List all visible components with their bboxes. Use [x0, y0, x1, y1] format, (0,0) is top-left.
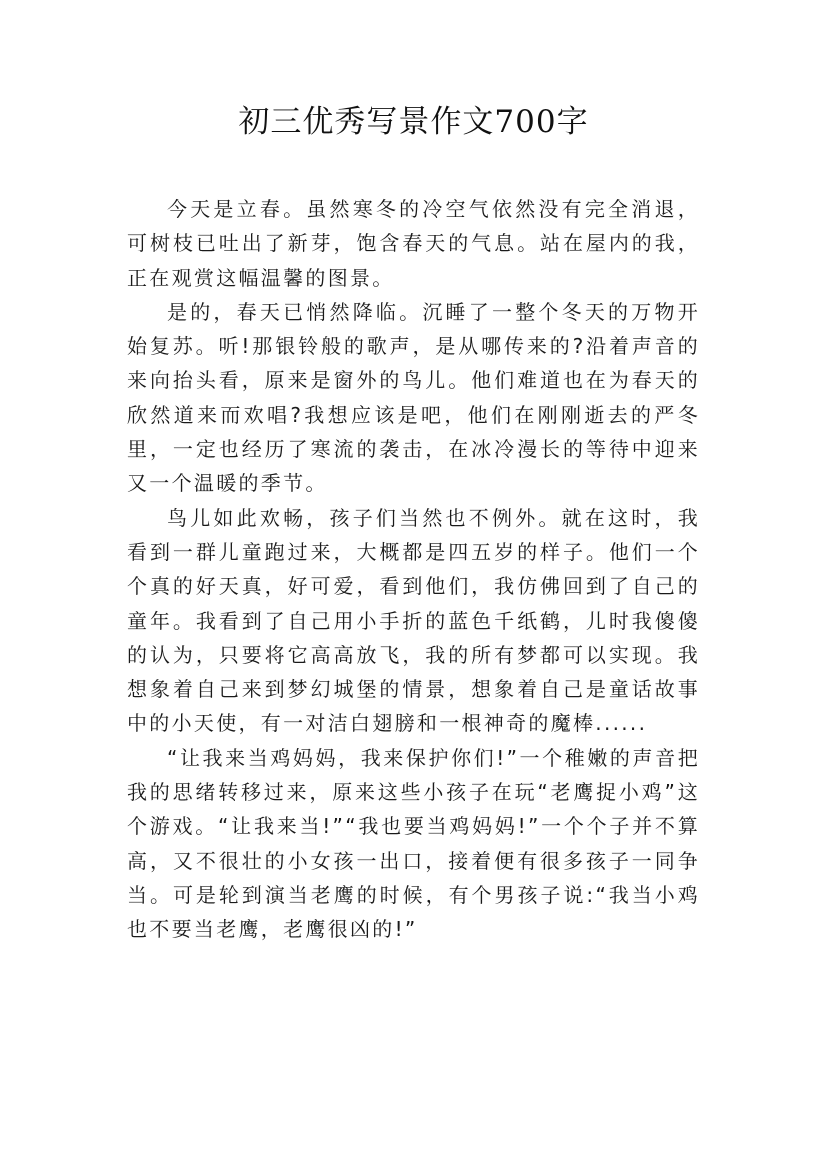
document-title: 初三优秀写景作文700字 [238, 104, 589, 140]
paragraph-1: 今天是立春。虽然寒冬的冷空气依然没有完全消退，可树枝已吐出了新芽，饱含春天的气息。站在屋内的我，正在观赏这幅温馨的图景。 [127, 197, 700, 290]
paragraph-3: 鸟儿如此欢畅，孩子们当然也不例外。就在这时，我看到一群儿童跑过来，大概都是四五岁的样子。他们一个个真的好天真，好可爱，看到他们，我仿佛回到了自己的童年。我看到了自己用小手折的蓝色千纸鹤，儿时我傻傻的认为，只要将它高高放飞，我的所有梦都可以实现。我想象着自己来到梦幻城堡的情景，想象着自己是童话故事中的小天使，有一对洁白翅膀和一根神奇的魔棒...... [127, 505, 700, 736]
document-body [127, 192, 700, 947]
paragraph-2: 是的，春天已悄然降临。沉睡了一整个冬天的万物开始复苏。听!那银铃般的歌声，是从哪传来的?沿着声音的来向抬头看，原来是窗外的鸟儿。他们难道也在为春天的欣然道来而欢唱?我想应该是吧，他们在刚刚逝去的严冬里，一定也经历了寒流的袭击，在冰冷漫长的等待中迎来又一个温暖的季节。 [127, 299, 700, 496]
paragraph-4: “让我来当鸡妈妈，我来保护你们!”一个稚嫩的声音把我的思绪转移过来，原来这些小孩子在玩“老鹰捉小鸡”这个游戏。“让我来当!”“我也要当鸡妈妈!”一个个子并不算高，又不很壮的小女孩一出口，接着便有很多孩子一同争当。可是轮到演当老鹰的时候，有个男孩子说:“我当小鸡也不要当老鹰，老鹰很凶的!” [127, 745, 700, 942]
